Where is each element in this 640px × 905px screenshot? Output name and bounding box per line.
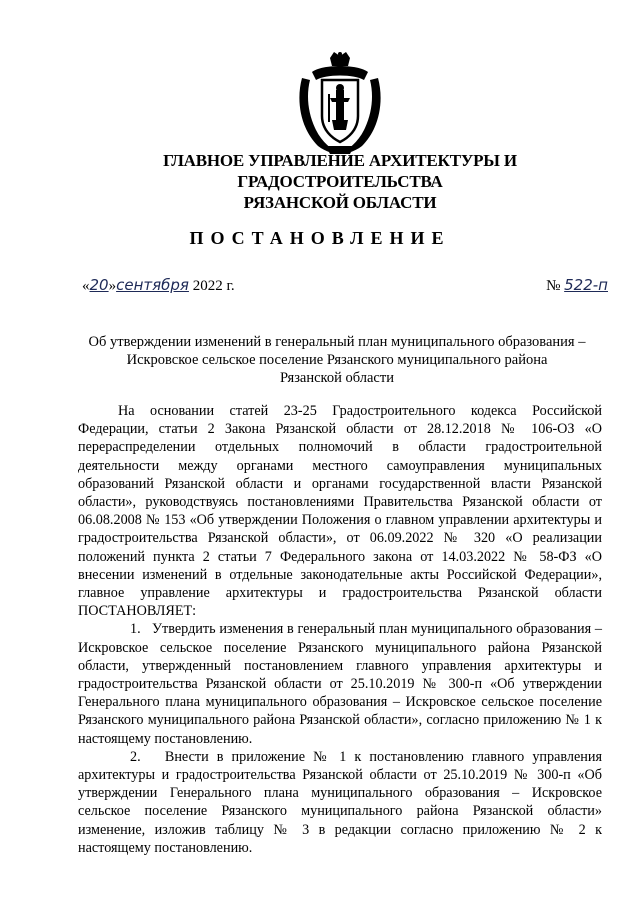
document-body bbox=[78, 402, 602, 857]
agency-name-line2: РЯЗАНСКОЙ ОБЛАСТИ bbox=[243, 193, 437, 212]
resolution-item-1: 1. Утвердить изменения в генеральный план муниципального образования – Искровское сельское поселение Рязанского муниципального района Рязанской области, утвержденный постановлением главного управления архитектуры и градостроительства Рязанской области от 25.10.2019 № 300-п «Об утверждении Генерального плана муниципального образования – Искровское сельское поселение Рязанского муниципального района Рязанской области», согласно приложению № 1 к настоящему постановлению. bbox=[78, 621, 602, 747]
number-prefix: № bbox=[546, 278, 561, 294]
document-date bbox=[82, 276, 235, 295]
date-year: 2022 г. bbox=[192, 278, 235, 294]
date-open-quote: « bbox=[82, 278, 90, 294]
agency-name bbox=[60, 150, 620, 213]
document-subject bbox=[72, 333, 602, 387]
date-month: сентября bbox=[116, 276, 189, 294]
number-value: 522-п bbox=[564, 276, 608, 294]
preamble-paragraph: На основании статей 23-25 Градостроительного кодекса Российской Федерации, статьи 2 Закона Рязанской области от 28.12.2018 № 106-ОЗ «О перераспределении отдельных полномочий в области градостроительной деятельности между органами местного самоуправления муниципальных образований Рязанской области и органами государственной власти Рязанской области», руководствуясь постановлениями Правительства Рязанской области от 06.08.2008 № 153 «Об утверждении Положения о главном управлении архитектуры и градостроительства Рязанской области», от 06.09.2022 № 320 «О реализации положений пункта 2 статьи 7 Федерального закона от 14.03.2022 № 58-ФЗ «О внесении изменений в отдельные законодательные акты Российской Федерации», главное управление архитектуры и градостроительства Рязанской области ПОСТАНОВЛЯЕТ: bbox=[78, 403, 602, 620]
document-type-heading: ПОСТАНОВЛЕНИЕ bbox=[189, 228, 451, 248]
date-close-quote: » bbox=[108, 278, 117, 294]
date-day: 20 bbox=[89, 276, 109, 294]
subject-line3: Рязанской области bbox=[280, 370, 394, 386]
document-number bbox=[546, 276, 608, 295]
resolution-item-2: 2. Внести в приложение № 1 к постановлению главного управления архитектуры и градостроительства Рязанской области от 25.10.2019 № 300-п «Об утверждении Генерального плана муниципального образования – Искровское сельское поселение Рязанского муниципального района Рязанской области» изменение, изложив таблицу № 3 в редакции согласно приложению № 2 к настоящему постановлению. bbox=[78, 748, 602, 856]
subject-line2: Искровское сельское поселение Рязанского муниципального района bbox=[126, 352, 548, 368]
subject-line1: Об утверждении изменений в генеральный план муниципального образования – bbox=[88, 334, 586, 350]
ryazan-coat-of-arms-icon bbox=[292, 50, 388, 160]
agency-name-line1: ГЛАВНОЕ УПРАВЛЕНИЕ АРХИТЕКТУРЫ И ГРАДОСТРОИТЕЛЬСТВА bbox=[163, 151, 517, 191]
